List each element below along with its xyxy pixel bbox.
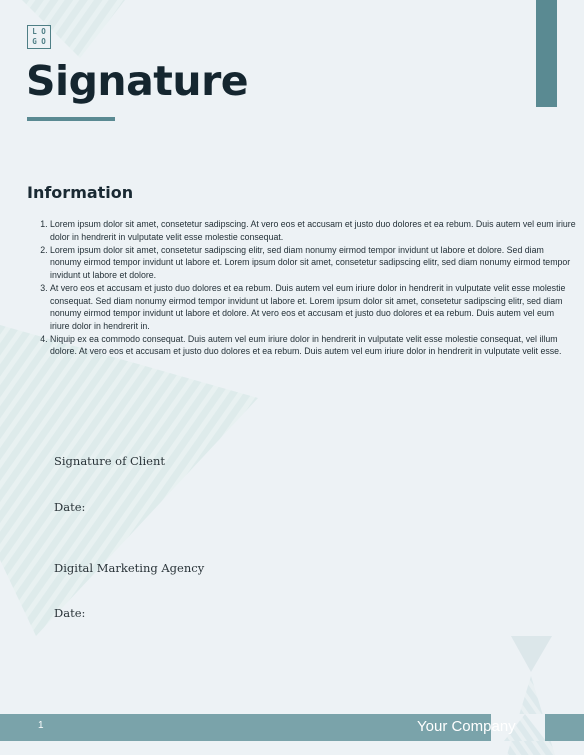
footer-company-name: Your Company bbox=[417, 718, 516, 735]
title-underline bbox=[27, 117, 115, 121]
bottom-right-triangle bbox=[511, 636, 552, 672]
information-list bbox=[27, 218, 576, 359]
list-item: 1. Lorem ipsum dolor sit amet, consetetur sadipscing. At vero eos et accusam et justo duo dolores et ea rebum. Duis autem vel eum iriure dolor in hendrerit in vulputate velit esse molestie consequat. bbox=[50, 218, 576, 243]
logo-letter: L bbox=[32, 27, 37, 36]
agency-signature-label: Digital Marketing Agency bbox=[54, 561, 205, 575]
agency-date-label: Date: bbox=[54, 606, 86, 620]
left-triangle bbox=[0, 325, 258, 636]
client-date-label: Date: bbox=[54, 500, 86, 514]
accent-bar bbox=[536, 0, 557, 107]
logo-letter: O bbox=[41, 37, 46, 46]
list-item: 3. At vero eos et accusam et justo duo dolores et ea rebum. Duis autem vel eum iriure dolor in hendrerit in vulputate velit esse molestie consequat. Sed diam nonumy eirmod tempor invidunt ut labore et. Lorem ipsum dolor sit amet, consetetur sadipscing elitr, sed diam nonumy eirmod tempor invidunt ut labore et dolore. At vero eos et accusam et justo duo dolores et ea rebum. Duis autem vel eum iriure dolor in hendrerit in. bbox=[50, 282, 576, 332]
logo bbox=[27, 25, 51, 49]
client-signature-label: Signature of Client bbox=[54, 454, 165, 468]
page-title: Signature bbox=[26, 57, 249, 105]
logo-letter: O bbox=[41, 27, 46, 36]
logo-letter: G bbox=[32, 37, 37, 46]
section-heading: Information bbox=[27, 183, 134, 202]
list-item: 4. Niquip ex ea commodo consequat. Duis autem vel eum iriure dolor in hendrerit in vulputate velit esse molestie consequat, vel illum dolore. At vero eos et accusam et justo duo dolores et ea rebum. Duis autem vel eum iriure dolor in hendrerit in vulputate velit esse. bbox=[50, 333, 576, 358]
list-item: 2. Lorem ipsum dolor sit amet, consetetur sadipscing elitr, sed diam nonumy eirmod tempor invidunt ut labore et dolore. Sed diam nonumy eirmod tempor invidunt ut labore et. Lorem ipsum dolor sit amet, consetetur sadipscing elitr, sed diam nonumy eirmod tempor invidunt ut labore et dolore. bbox=[50, 244, 576, 282]
page-number: 1 bbox=[38, 720, 44, 731]
footer-bar-end bbox=[545, 714, 584, 741]
